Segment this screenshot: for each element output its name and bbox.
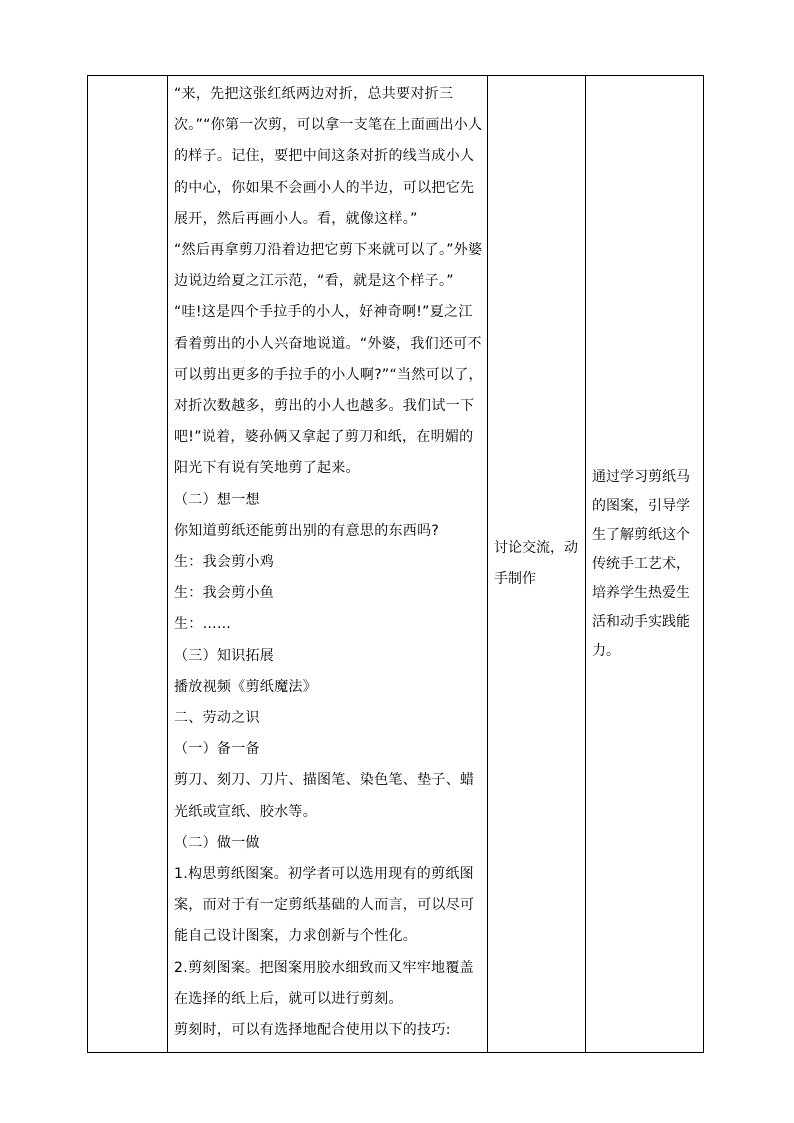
content-body [168,76,487,1046]
section-heading-think: （二）想一想 [174,491,260,508]
content-cell [168,76,488,1053]
section-heading-make: （二）做一做 [174,834,260,851]
story-paragraph-3: “哇!这是四个手拉手的小人，好神奇啊!”夏之江看着剪出的小人兴奋地说道。“外婆，我们还可不可以剪出更多的手拉手的小人啊?”“当然可以了，对折次数越多，剪出的小人也越多。我们试一下吧!”说着，婆孙俩又拿起了剪刀和纸，在明媚的阳光下有说有笑地剪了起来。 [174,304,483,477]
section-heading-prepare: （一）备一备 [174,741,260,758]
video-line: 播放视频《剪纸魔法》 [174,678,317,695]
activity-cell [488,76,586,1053]
story-paragraph-1: “来，先把这张红纸两边对折，总共要对折三次。”“你第一次剪，可以拿一支笔在上面画出小人的样子。记住，要把中间这条对折的线当成小人的中心，你如果不会画小人的半边，可以把它先展开，然后再画小人。看，就像这样。” [174,86,483,227]
step-2-line: 2.剪刻图案。把图案用胶水细致而又牢牢地覆盖在选择的纸上后，就可以进行剪刻。 [174,959,474,1007]
section-heading-labor: 二、劳动之识 [174,710,260,727]
lesson-plan-table [87,75,704,1053]
goal-text: 通过学习剪纸马的图案，引导学生了解剪纸这个传统手工艺术，培养学生热爱生活和动手实践能力。 [592,468,690,659]
story-paragraph-2: “然后再拿剪刀沿着边把它剪下来就可以了。”外婆边说边给夏之江示范，“看，就是这个样子。” [174,242,483,290]
step-1-line: 1.构思剪纸图案。初学者可以选用现有的剪纸图案，而对于有一定剪纸基础的人而言，可以尽可能自己设计图案，力求创新与个性化。 [174,866,475,945]
table-row [88,76,704,1053]
section-heading-extension: （三）知识拓展 [174,647,275,664]
materials-line: 剪刀、刻刀、刀片、描图笔、染色笔、垫子、蜡光纸或宣纸、胶水等。 [174,772,475,820]
student-answer-2: 生：我会剪小鱼 [174,585,275,602]
techniques-line: 剪刻时，可以有选择地配合使用以下的技巧: [174,1022,451,1039]
step-cell [88,76,168,1053]
goal-cell [586,76,704,1053]
student-answer-3: 生：…… [174,616,232,633]
question-line: 你知道剪纸还能剪出别的有意思的东西吗? [174,522,440,539]
activity-text: 讨论交流，动手制作 [494,540,578,587]
student-answer-1: 生：我会剪小鸡 [174,554,275,571]
